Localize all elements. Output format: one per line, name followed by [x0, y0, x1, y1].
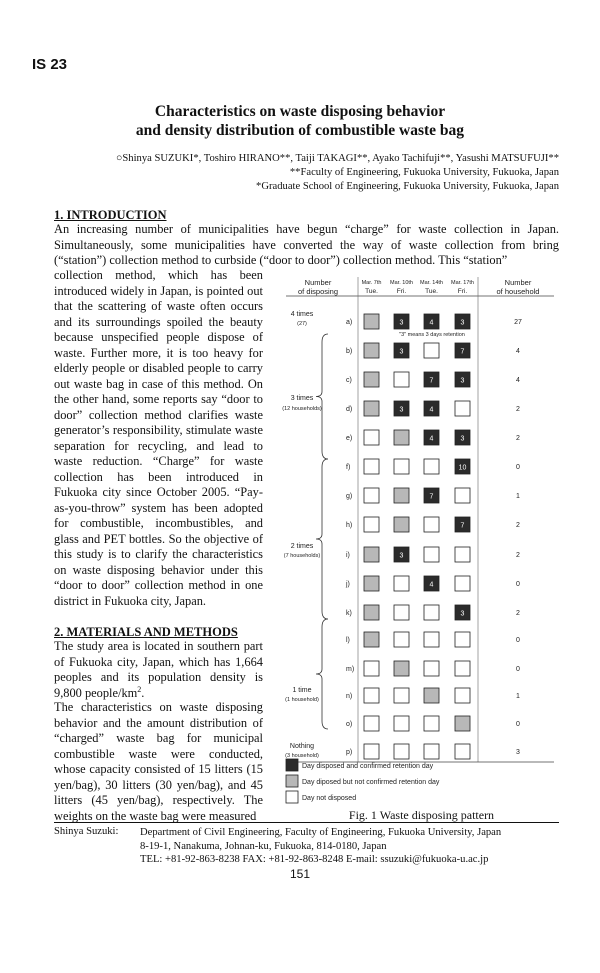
retention-days-label: 3: [460, 435, 465, 443]
group-count: (27): [297, 321, 307, 327]
disposal-cell: [364, 401, 379, 416]
disposal-cell: [394, 661, 409, 676]
retention-days-label: 4: [429, 581, 434, 589]
disposal-cell: [394, 716, 409, 731]
intro-paragraph-column: collection method, which has been introduced widely in Japan, is pointed out that the scattering of waste often occurs and its surroundings spoiled the beauty because unspecified people dispose of waste. Further more, it is too heavy for elderly people or disabled people to carry out waste bag in case of this method. On the other hand, some reports say “door to door” collection method clarifies waste generator’s responsibility, stimulate waste separation for recycling, and lead to waste reduction. “Charge” for waste collection has been introduced in Fukuoka city since October 2005. “Pay-as-you-throw” system has been adopted for combustible, incombustibles, and glass and PET bottles. So the objective of this study is to clarify the characteristics on waste disposing behavior under this “door to door” collection method in one district in Fukuoka city, Japan.: [54, 268, 263, 608]
disposal-cell: [455, 716, 470, 731]
disposal-cell: [364, 343, 379, 358]
group-count: (3 household): [285, 753, 319, 759]
disposal-cell: [364, 547, 379, 562]
retention-days-label: 4: [429, 319, 434, 327]
household-count: 2: [516, 522, 520, 529]
footer-department: Department of Civil Engineering, Faculty of Engineering, Fukuoka University, Japan: [140, 827, 502, 838]
header-number-household: Number: [504, 278, 532, 287]
household-count: 3: [516, 749, 520, 756]
disposal-cell: [424, 744, 439, 759]
weekday-header: Fri.: [396, 288, 407, 295]
row-id: o): [346, 721, 353, 728]
household-count: 0: [516, 464, 520, 471]
disposal-cell: [364, 576, 379, 591]
disposal-cell: [455, 547, 470, 562]
household-count: 1: [516, 493, 520, 500]
group-label: 4 times: [290, 311, 314, 318]
figure-waste-disposing-pattern: [282, 274, 561, 824]
disposal-cell: [364, 632, 379, 647]
disposal-cell: [364, 459, 379, 474]
disposal-cell: [394, 517, 409, 532]
disposal-cell: [364, 430, 379, 445]
household-count: 4: [516, 377, 520, 384]
disposal-cell: [364, 517, 379, 532]
date-header: Mar. 10th: [390, 280, 413, 286]
disposal-cell: [455, 661, 470, 676]
intro-paragraph-full-width: An increasing number of municipalities have begun “charge” for waste collection in Japan. Simultaneously, some municipalities have converted the way of waste collection from bring (“station”) collection method to curbside (“door to door”) collection method. This “station”: [54, 222, 559, 267]
household-count: 0: [516, 581, 520, 588]
authors: ○Shinya SUZUKI*, Toshiro HIRANO**, Taiji TAKAGI**, Ayako Tachifuji**, Yasushi MATSUFUJI**: [116, 153, 559, 164]
household-count: 2: [516, 406, 520, 413]
legend-swatch: [286, 775, 298, 787]
group-count: (7 households): [283, 553, 321, 559]
disposal-cell: [364, 688, 379, 703]
disposal-cell: [424, 716, 439, 731]
header-number: Number: [304, 278, 332, 287]
retention-days-label: 4: [429, 435, 434, 443]
row-id: f): [346, 464, 351, 471]
household-count: 4: [516, 348, 520, 355]
group-label: Nothing: [289, 743, 315, 750]
weekday-header: Fri.: [457, 288, 468, 295]
disposal-cell: [394, 430, 409, 445]
date-header: Mar. 7th: [361, 280, 382, 286]
disposal-cell: [394, 605, 409, 620]
disposal-cell: [394, 372, 409, 387]
disposal-cell: [424, 459, 439, 474]
retention-days-label: 3: [399, 552, 404, 560]
paper-title-line-2: and density distribution of combustible waste bag: [135, 122, 465, 139]
row-id: h): [346, 522, 353, 529]
disposal-cell: [364, 716, 379, 731]
group-brace: [316, 334, 328, 459]
footer-contact: [140, 826, 501, 867]
household-count: 1: [516, 693, 520, 700]
page-number: 151: [289, 867, 311, 881]
row-id: n): [346, 693, 353, 700]
retention-days-label: 3: [399, 348, 404, 356]
disposal-cell: [455, 401, 470, 416]
section-heading-methods: 2. MATERIALS AND METHODS: [54, 625, 238, 639]
disposal-cell: [424, 547, 439, 562]
affiliation-2: *Graduate School of Engineering, Fukuoka University, Fukuoka, Japan: [256, 181, 559, 192]
retention-days-label: 7: [429, 377, 434, 385]
figure-caption: Fig. 1 Waste disposing pattern: [348, 808, 495, 822]
figure-canvas: [282, 274, 561, 824]
group-brace: [316, 459, 328, 619]
row-id: a): [346, 319, 353, 326]
disposal-cell: [394, 632, 409, 647]
paper-title-line-1: Characteristics on waste disposing behavior: [154, 103, 446, 120]
disposal-cell: [364, 605, 379, 620]
retention-days-label: 7: [429, 493, 434, 501]
legend-text: Day disposed and confirmed retention day: [302, 763, 434, 770]
retention-note: "3" means 3 days retention: [399, 332, 465, 338]
retention-days-label: 3: [399, 319, 404, 327]
date-header: Mar. 14th: [420, 280, 443, 286]
footer-tel-fax-email: TEL: +81-92-863-8238 FAX: +81-92-863-8248 E-mail: ssuzuki@fukuoka-u.ac.jp: [140, 854, 489, 865]
footer-author-name: Shinya Suzuki:: [54, 826, 119, 837]
retention-days-label: 3: [460, 377, 465, 385]
footer-address: 8-19-1, Nanakuma, Johnan-ku, Fukuoka, 814-0180, Japan: [140, 840, 387, 852]
group-label: 1 time: [292, 687, 312, 694]
household-count: 2: [516, 610, 520, 617]
household-count: 2: [516, 552, 520, 559]
section-heading-introduction: 1. INTRODUCTION: [54, 208, 167, 222]
disposal-cell: [364, 488, 379, 503]
row-id: p): [346, 749, 353, 756]
disposal-cell: [364, 314, 379, 329]
row-id: i): [346, 552, 350, 559]
disposal-cell: [424, 632, 439, 647]
disposal-cell: [424, 517, 439, 532]
disposal-cell: [455, 576, 470, 591]
row-id: j): [346, 581, 350, 588]
disposal-cell: [424, 688, 439, 703]
row-id: e): [346, 435, 353, 442]
household-count: 2: [516, 435, 520, 442]
session-code: IS 23: [32, 56, 68, 73]
disposal-cell: [455, 688, 470, 703]
retention-days-label: 4: [429, 406, 434, 414]
date-header: Mar. 17th: [451, 280, 474, 286]
row-id: k): [346, 610, 352, 617]
disposal-cell: [424, 605, 439, 620]
legend-swatch: [286, 759, 298, 771]
household-count: 0: [516, 666, 520, 673]
group-label: 2 times: [290, 543, 314, 550]
disposal-cell: [455, 744, 470, 759]
disposal-cell: [455, 488, 470, 503]
header-of-disposing: of disposing: [297, 287, 339, 296]
disposal-cell: [364, 744, 379, 759]
disposal-cell: [394, 459, 409, 474]
row-id: d): [346, 406, 353, 413]
retention-days-label: 7: [460, 348, 465, 356]
row-id: c): [346, 377, 352, 384]
affiliation-1: **Faculty of Engineering, Fukuoka University, Fukuoka, Japan: [289, 167, 559, 178]
retention-days-label: 3: [460, 319, 465, 327]
disposal-cell: [394, 576, 409, 591]
household-count: 27: [514, 319, 522, 326]
disposal-cell: [394, 488, 409, 503]
row-id: l): [346, 637, 350, 644]
row-id: g): [346, 493, 353, 500]
disposal-cell: [424, 343, 439, 358]
group-brace: [316, 619, 328, 729]
weekday-header: Tue.: [365, 288, 378, 295]
household-count: 0: [516, 721, 520, 728]
group-count: (12 households): [282, 406, 322, 412]
group-label: 3 times: [290, 395, 314, 402]
household-count: 0: [516, 637, 520, 644]
legend-text: Day not disposed: [302, 795, 357, 802]
disposal-cell: [394, 688, 409, 703]
row-id: m): [346, 666, 355, 673]
methods-paragraph-1: The study area is located in southern part of Fukuoka city, Japan, which has 1,664 peoples and its population density is 9,800 people/$km^2$.: [54, 639, 263, 700]
retention-days-label: 7: [460, 522, 465, 530]
retention-days-label: 3: [460, 610, 465, 618]
disposal-cell: [364, 372, 379, 387]
legend-text: Day diposed but not confirmed retention day: [302, 779, 440, 786]
retention-days-label: 10: [458, 464, 467, 472]
group-count: (1 household): [285, 697, 319, 703]
weekday-header: Tue.: [425, 288, 438, 295]
disposal-cell: [424, 661, 439, 676]
methods-paragraph-2: The characteristics on waste disposing behavior and the amount distribution of “charged” waste bag for municipal combustible waste were conducted, whose capacity consisted of 15 litters (15 yen/bag), 30 litters (30 yen/bag), and 45 litters (45 yen/bag), respectively. The weights on the waste bag were measured: [54, 700, 263, 823]
disposal-cell: [455, 632, 470, 647]
header-of-household: of household: [496, 287, 540, 296]
disposal-cell: [364, 661, 379, 676]
retention-days-label: 3: [399, 406, 404, 414]
legend-swatch: [286, 791, 298, 803]
row-id: b): [346, 348, 353, 355]
disposal-cell: [394, 744, 409, 759]
footer-rule: [54, 822, 559, 823]
